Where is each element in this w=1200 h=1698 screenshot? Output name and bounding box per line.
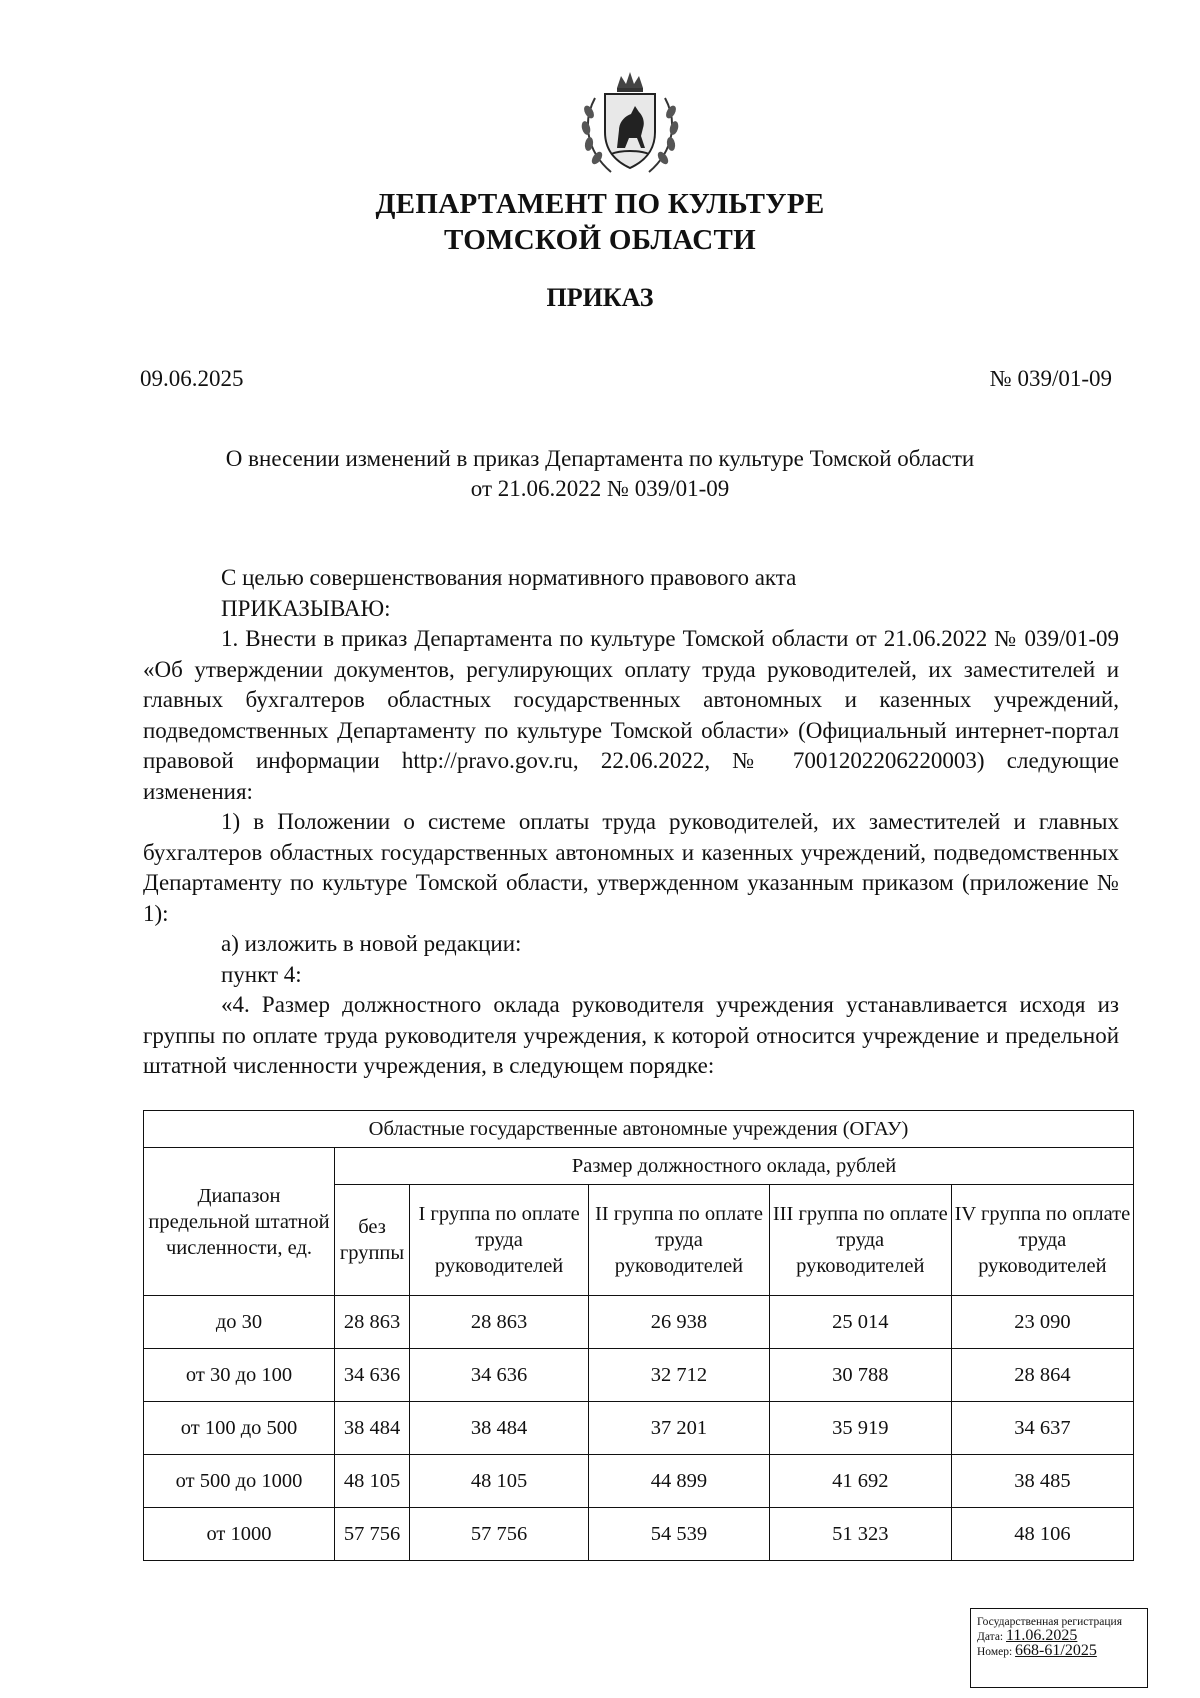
registration-number: 668-61/2025 [1015, 1642, 1097, 1659]
column-header: без группы [335, 1185, 410, 1296]
value-cell: 44 899 [589, 1455, 770, 1508]
table-row [144, 1349, 1134, 1402]
value-cell: 34 636 [410, 1349, 589, 1402]
value-cell: 37 201 [589, 1402, 770, 1455]
table-row [144, 1455, 1134, 1508]
registration-number-label: Номер: [977, 1646, 1013, 1658]
column-header: I группа по оплате труда руководителей [410, 1185, 589, 1296]
tomsk-coat-of-arms-icon [573, 70, 687, 182]
range-cell: до 30 [144, 1296, 335, 1349]
order-word: ПРИКАЗЫВАЮ: [221, 595, 391, 621]
registration-title: Государственная регистрация [977, 1616, 1122, 1628]
range-cell: от 30 до 100 [144, 1349, 335, 1402]
salary-column-header: Размер должностного оклада, рублей [335, 1148, 1134, 1185]
value-cell: 51 323 [769, 1508, 951, 1561]
value-cell: 28 863 [335, 1296, 410, 1349]
document-type: ПРИКАЗ [546, 283, 654, 312]
subject-line2: от 21.06.2022 № 039/01-09 [470, 476, 730, 501]
subject-line1: О внесении изменений в приказ Департамента по культуре Томской области [225, 446, 975, 471]
value-cell: 57 756 [335, 1508, 410, 1561]
registration-stamp [970, 1608, 1148, 1688]
registration-date-label: Дата: [977, 1631, 1004, 1643]
point-4-paragraph: «4. Размер должностного оклада руководителя учреждения устанавливается исходя из группы по оплате труда руководителя учреждения, к которой относится учреждение и предельной штатной численности учреждения, в следующем порядке: [143, 992, 1119, 1078]
order-number: № 039/01-09 [989, 366, 1112, 391]
value-cell: 38 484 [335, 1402, 410, 1455]
value-cell: 48 106 [951, 1508, 1133, 1561]
salary-table [143, 1110, 1134, 1561]
value-cell: 23 090 [951, 1296, 1133, 1349]
column-header: III группа по оплате труда руководителей [769, 1185, 951, 1296]
registration-date: 11.06.2025 [1006, 1627, 1078, 1644]
value-cell: 38 485 [951, 1455, 1133, 1508]
range-cell: от 1000 [144, 1508, 335, 1561]
department-name-line2: ТОМСКОЙ ОБЛАСТИ [444, 224, 756, 256]
table-row [144, 1402, 1134, 1455]
value-cell: 48 105 [410, 1455, 589, 1508]
value-cell: 25 014 [769, 1296, 951, 1349]
range-column-header: Диапазон предельной штатной численности, ед. [144, 1148, 335, 1296]
value-cell: 28 864 [951, 1349, 1133, 1402]
item-1-1-paragraph: 1) в Положении о системе оплаты труда руководителей, их заместителей и главных бухгалтеров областных государственных автономных и казенных учреждений, подведомственных Департаменту по культуре Томской области, утвержденном указанным приказом (приложение № 1): [143, 809, 1119, 926]
value-cell: 34 637 [951, 1402, 1133, 1455]
value-cell: 35 919 [769, 1402, 951, 1455]
value-cell: 34 636 [335, 1349, 410, 1402]
value-cell: 28 863 [410, 1296, 589, 1349]
order-date: 09.06.2025 [140, 366, 244, 391]
range-cell: от 500 до 1000 [144, 1455, 335, 1508]
value-cell: 41 692 [769, 1455, 951, 1508]
table-row [144, 1508, 1134, 1561]
order-body [143, 563, 1119, 1082]
item-a-paragraph: а) изложить в новой редакции: [221, 931, 522, 956]
value-cell: 57 756 [410, 1508, 589, 1561]
value-cell: 38 484 [410, 1402, 589, 1455]
range-cell: от 100 до 500 [144, 1402, 335, 1455]
value-cell: 48 105 [335, 1455, 410, 1508]
value-cell: 26 938 [589, 1296, 770, 1349]
department-name-line1: ДЕПАРТАМЕНТ ПО КУЛЬТУРЕ [375, 188, 825, 220]
purpose-paragraph: С целью совершенствования нормативного правового акта [221, 565, 797, 590]
value-cell: 32 712 [589, 1349, 770, 1402]
order-subject [0, 444, 1200, 504]
value-cell: 54 539 [589, 1508, 770, 1561]
column-header: II группа по оплате труда руководителей [589, 1185, 770, 1296]
item-1-paragraph: 1. Внести в приказ Департамента по культуре Томской области от 21.06.2022 № 039/01-09 «Об утверждении документов, регулирующих оплату труда руководителей, их заместителей и главных бухгалтеров областных государственных автономных и казенных учреждений, подведомственных Департаменту по культуре Томской области» (Официальный интернет-портал правовой информации http://pravo.gov.ru, 22.06.2022, № 7001202206220003) следующие изменения: [143, 626, 1119, 804]
column-header: IV группа по оплате труда руководителей [951, 1185, 1133, 1296]
table-row [144, 1296, 1134, 1349]
table-caption: Областные государственные автономные учреждения (ОГАУ) [144, 1111, 1134, 1148]
value-cell: 30 788 [769, 1349, 951, 1402]
point-label: пункт 4: [221, 961, 302, 987]
